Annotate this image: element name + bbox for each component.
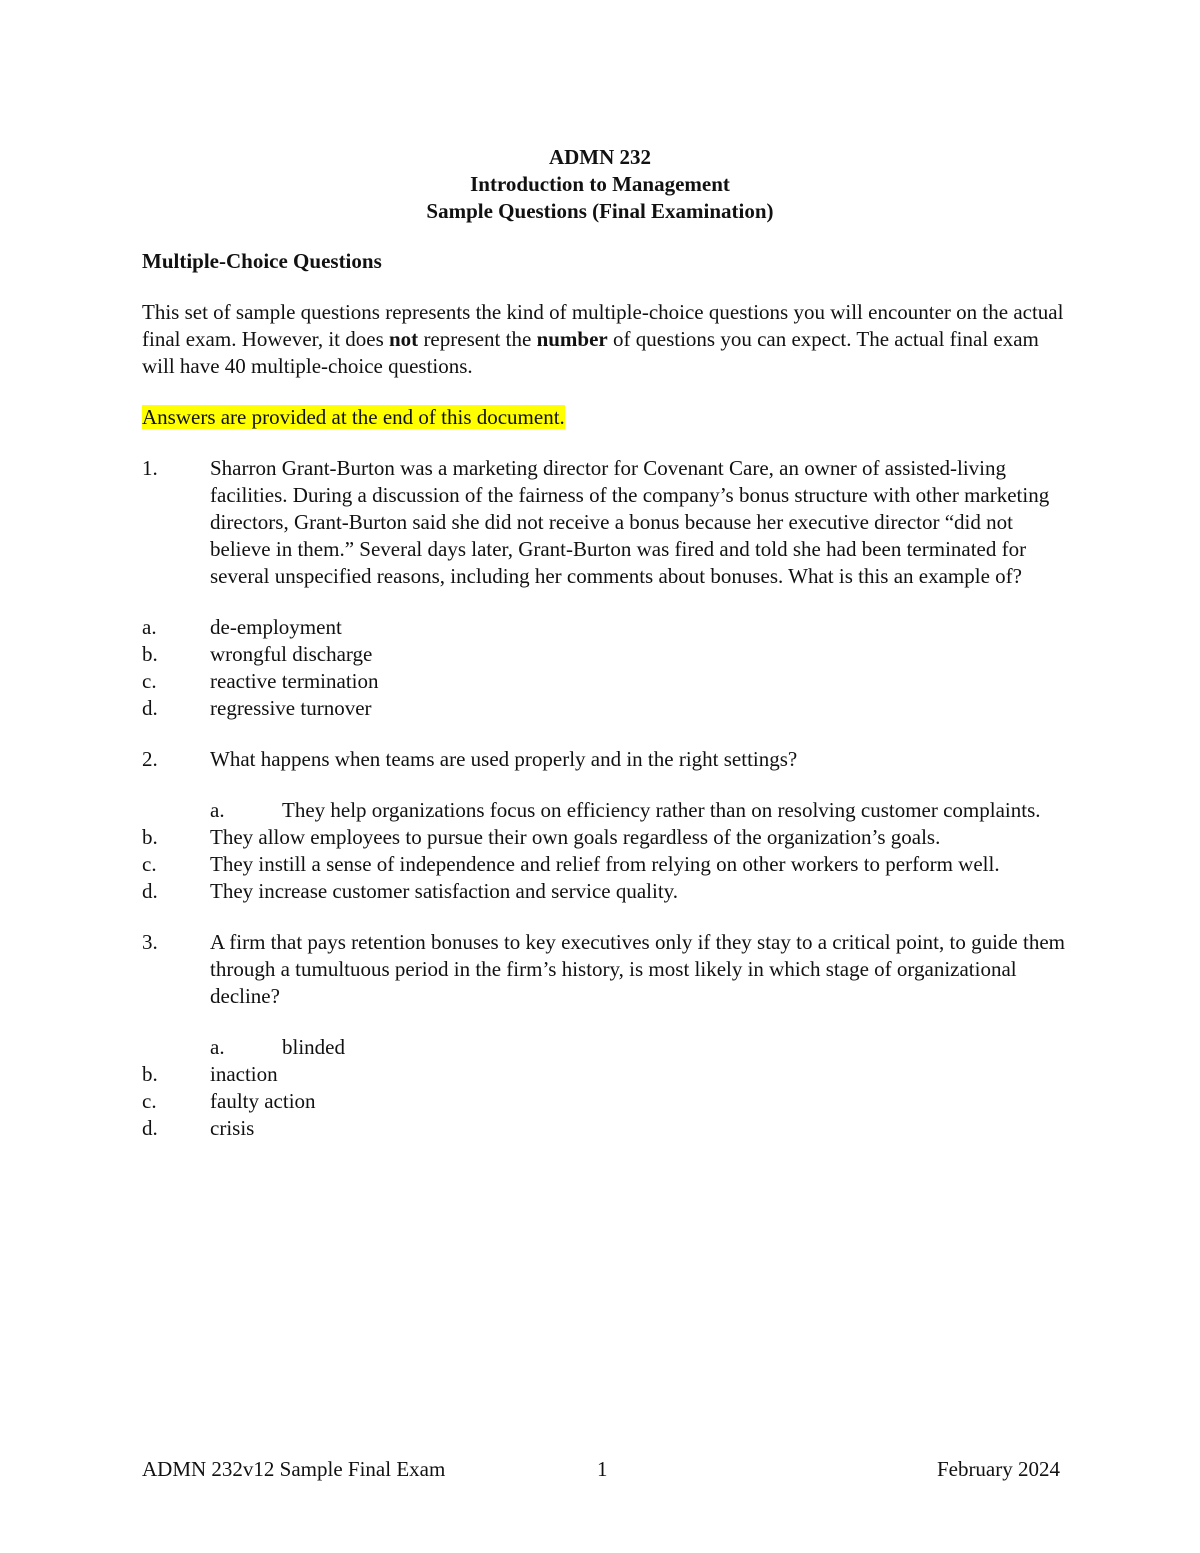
question-2 [142,746,1072,773]
footer-page-number: 1 [597,1457,608,1481]
option-row [142,1088,1072,1115]
course-code: ADMN 232 [548,145,652,169]
option-text: They help organizations focus on efficiency rather than on resolving customer complaints. [282,798,1041,822]
option-row [142,641,1072,668]
course-title: Introduction to Management [470,172,730,196]
document-title: Sample Questions (Final Examination) [426,199,774,223]
intro-text-2: represent the [418,327,537,351]
option-text: They increase customer satisfaction and service quality. [210,879,679,903]
section-heading: Multiple-Choice Questions [142,249,382,273]
option-letter: a. [142,615,157,639]
option-row [142,851,1072,878]
option-row [142,797,1072,824]
option-row [142,878,1072,905]
option-letter: b. [142,1062,158,1086]
option-text: crisis [210,1116,255,1140]
footer-date: February 2024 [936,1457,1060,1481]
option-letter: b. [142,825,158,849]
question-text: A firm that pays retention bonuses to key executives only if they stay to a critical point, to guide them through a tumultuous period in the firm’s history, is most likely in which stage of organizational decline? [210,930,1065,1008]
document-body [142,248,1072,1142]
option-text: blinded [282,1035,345,1059]
question-3-options [142,1034,1072,1142]
intro-text-1: This set of sample questions represents the kind of multiple-choice questions you will encounter on the actual final exam. However, it does [142,300,1064,351]
question-number: 3. [142,930,158,954]
question-text: Sharron Grant-Burton was a marketing director for Covenant Care, an owner of assisted-living facilities. During a discussion of the fairness of the company’s bonus structure with other marketing directors, Grant-Burton said she did not receive a bonus because her executive director “did not believe in them.” Several days later, Grant-Burton was fired and told she had been terminated for several unspecified reasons, including her comments about bonuses. What is this an example of? [210,456,1050,588]
option-letter: d. [142,879,158,903]
title-block [0,144,1200,225]
option-text: de-employment [210,615,342,639]
option-letter: a. [210,1035,225,1059]
option-text: reactive termination [210,669,379,693]
question-3 [142,929,1072,1010]
option-text: wrongful discharge [210,642,373,666]
intro-text-3: of questions you can expect. The actual final exam will have 40 multiple-choice questions. [142,327,1039,378]
option-row [142,1061,1072,1088]
question-1 [142,455,1072,590]
option-row [142,614,1072,641]
option-text: regressive turnover [210,696,372,720]
option-letter: c. [142,1089,157,1113]
option-row [142,695,1072,722]
option-text: faulty action [210,1089,316,1113]
intro-paragraph [142,299,1072,380]
footer-document-name: ADMN 232v12 Sample Final Exam [142,1457,446,1481]
question-number: 1. [142,456,158,480]
option-row [142,824,1072,851]
option-row [142,1115,1072,1142]
option-letter: d. [142,1116,158,1140]
option-text: They instill a sense of independence and relief from relying on other workers to perform well. [210,852,1000,876]
option-letter: c. [142,669,157,693]
option-letter: c. [142,852,157,876]
answers-note [142,404,1072,431]
question-1-options [142,614,1072,722]
option-letter: b. [142,642,158,666]
intro-bold-not: not [389,327,419,351]
option-text: inaction [210,1062,278,1086]
option-letter: a. [210,798,225,822]
question-2-options [142,797,1072,905]
option-row [142,1034,1072,1061]
question-number: 2. [142,747,158,771]
question-text: What happens when teams are used properly and in the right settings? [210,747,798,771]
option-row [142,668,1072,695]
highlighted-answers-note: Answers are provided at the end of this document. [142,405,565,429]
option-text: They allow employees to pursue their own goals regardless of the organization’s goals. [210,825,941,849]
option-letter: d. [142,696,158,720]
intro-bold-number: number [536,327,608,351]
